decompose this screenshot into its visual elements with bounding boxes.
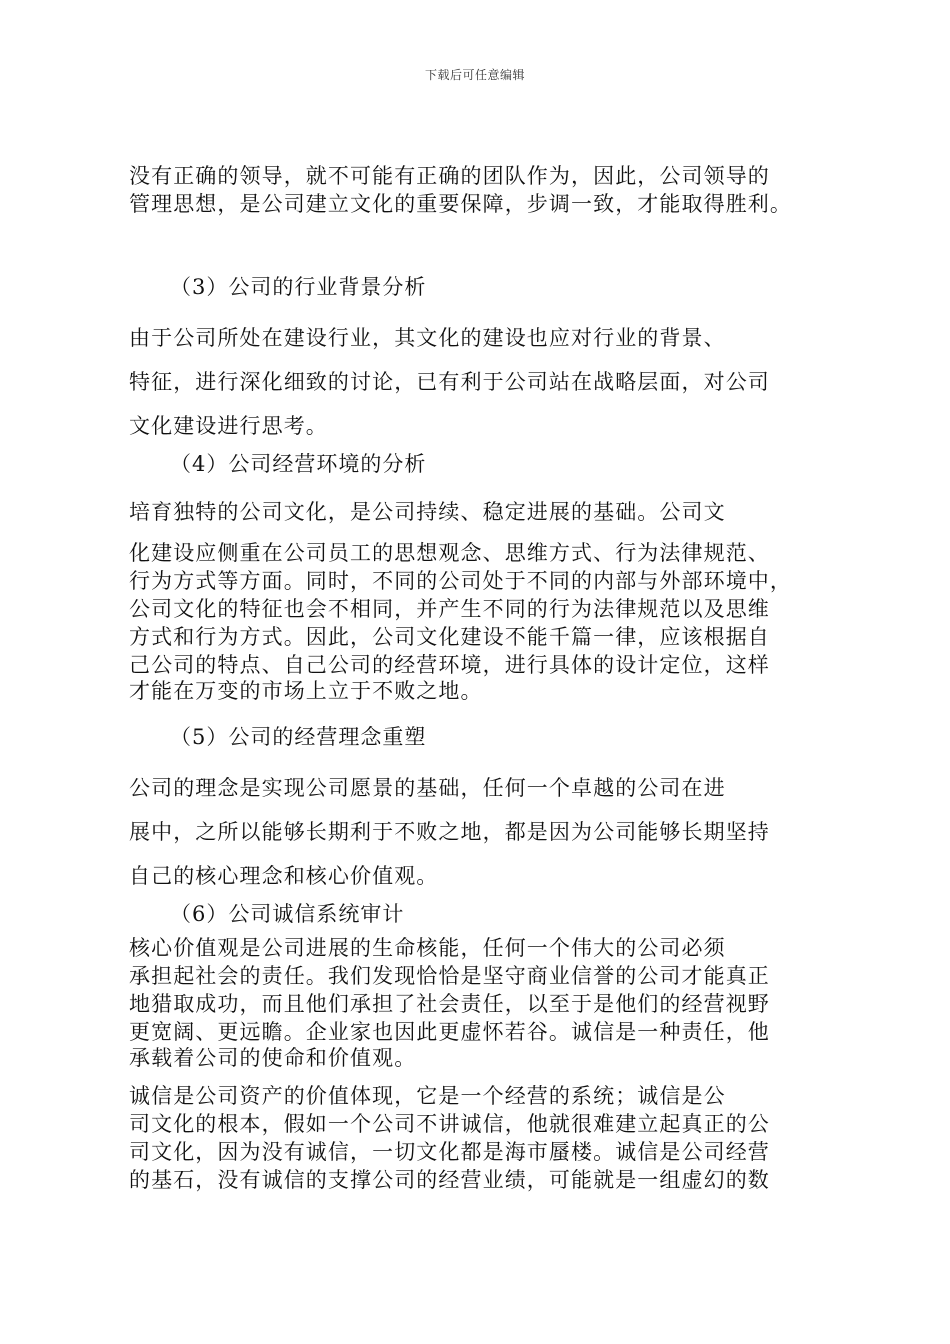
paragraph-industry: [129, 316, 829, 448]
paragraph-integrity: [129, 934, 829, 1046]
section-heading-4: （4）公司经营环境的分析: [170, 452, 427, 476]
text-line: 行为方式等方面。同时，不同的公司处于不同的内部与外部环境中，: [129, 569, 792, 593]
section-heading-3: （3）公司的行业背景分析: [170, 275, 427, 299]
text-line: 文化建设进行思考。: [129, 414, 328, 438]
text-line: 己公司的特点、自己公司的经营环境，进行具体的设计定位，这样: [129, 653, 770, 677]
text-line: 司文化，因为没有诚信，一切文化都是海市蜃楼。诚信是公司经营: [129, 1140, 770, 1164]
text-line: 公司文化的特征也会不相同，并产生不同的行为法律规范以及思维: [129, 597, 770, 621]
text-line: 司文化的根本，假如一个公司不讲诚信，他就很难建立起真正的公: [129, 1112, 770, 1136]
text-line: 展中，之所以能够长期利于不败之地，都是因为公司能够长期坚持: [129, 820, 770, 844]
text-line: 公司的理念是实现公司愿景的基础，任何一个卓越的公司在进: [129, 776, 726, 800]
text-line: 方式和行为方式。因此，公司文化建设不能千篇一律，应该根据自: [129, 625, 770, 649]
text-line: 地猎取成功，而且他们承担了社会责任，以至于是他们的经营视野: [129, 992, 770, 1016]
paragraph-philosophy: [129, 766, 829, 898]
page-header: 下载后可任意编辑: [424, 68, 525, 82]
text-line: 没有正确的领导，就不可能有正确的团队作为，因此，公司领导的: [129, 164, 770, 188]
paragraph-integrity-value: [129, 1082, 829, 1194]
text-line: 特征，进行深化细致的讨论，已有利于公司站在战略层面，对公司: [129, 370, 770, 394]
text-line: 自己的核心理念和核心价值观。: [129, 864, 439, 888]
text-line: 管理思想，是公司建立文化的重要保障，步调一致，才能取得胜利。: [129, 192, 792, 216]
section-heading-6: （6）公司诚信系统审计: [170, 902, 405, 926]
paragraph-leadership: [129, 162, 829, 218]
paragraph-environment: [129, 539, 829, 679]
text-line: 诚信是公司资产的价值体现，它是一个经营的系统；诚信是公: [129, 1084, 726, 1108]
text-line: 由于公司所处在建设行业，其文化的建设也应对行业的背景、: [129, 326, 726, 350]
paragraph-environment-last: 才能在万变的市场上立于不败之地。: [129, 679, 483, 703]
text-line: 核心价值观是公司进展的生命核能，任何一个伟大的公司必须: [129, 936, 726, 960]
text-line: 更宽阔、更远瞻。企业家也因此更虚怀若谷。诚信是一种责任，他: [129, 1020, 770, 1044]
section-heading-5: （5）公司的经营理念重塑: [170, 725, 427, 749]
text-line: 承担起社会的责任。我们发现恰恰是坚守商业信誉的公司才能真正: [129, 964, 770, 988]
paragraph-environment-first: 培育独特的公司文化，是公司持续、稳定进展的基础。公司文: [129, 500, 726, 524]
text-line: 的基石，没有诚信的支撑公司的经营业绩，可能就是一组虚幻的数: [129, 1168, 770, 1192]
text-line: 化建设应侧重在公司员工的思想观念、思维方式、行为法律规范、: [129, 541, 770, 565]
paragraph-integrity-last: 承载着公司的使命和价值观。: [129, 1046, 417, 1070]
